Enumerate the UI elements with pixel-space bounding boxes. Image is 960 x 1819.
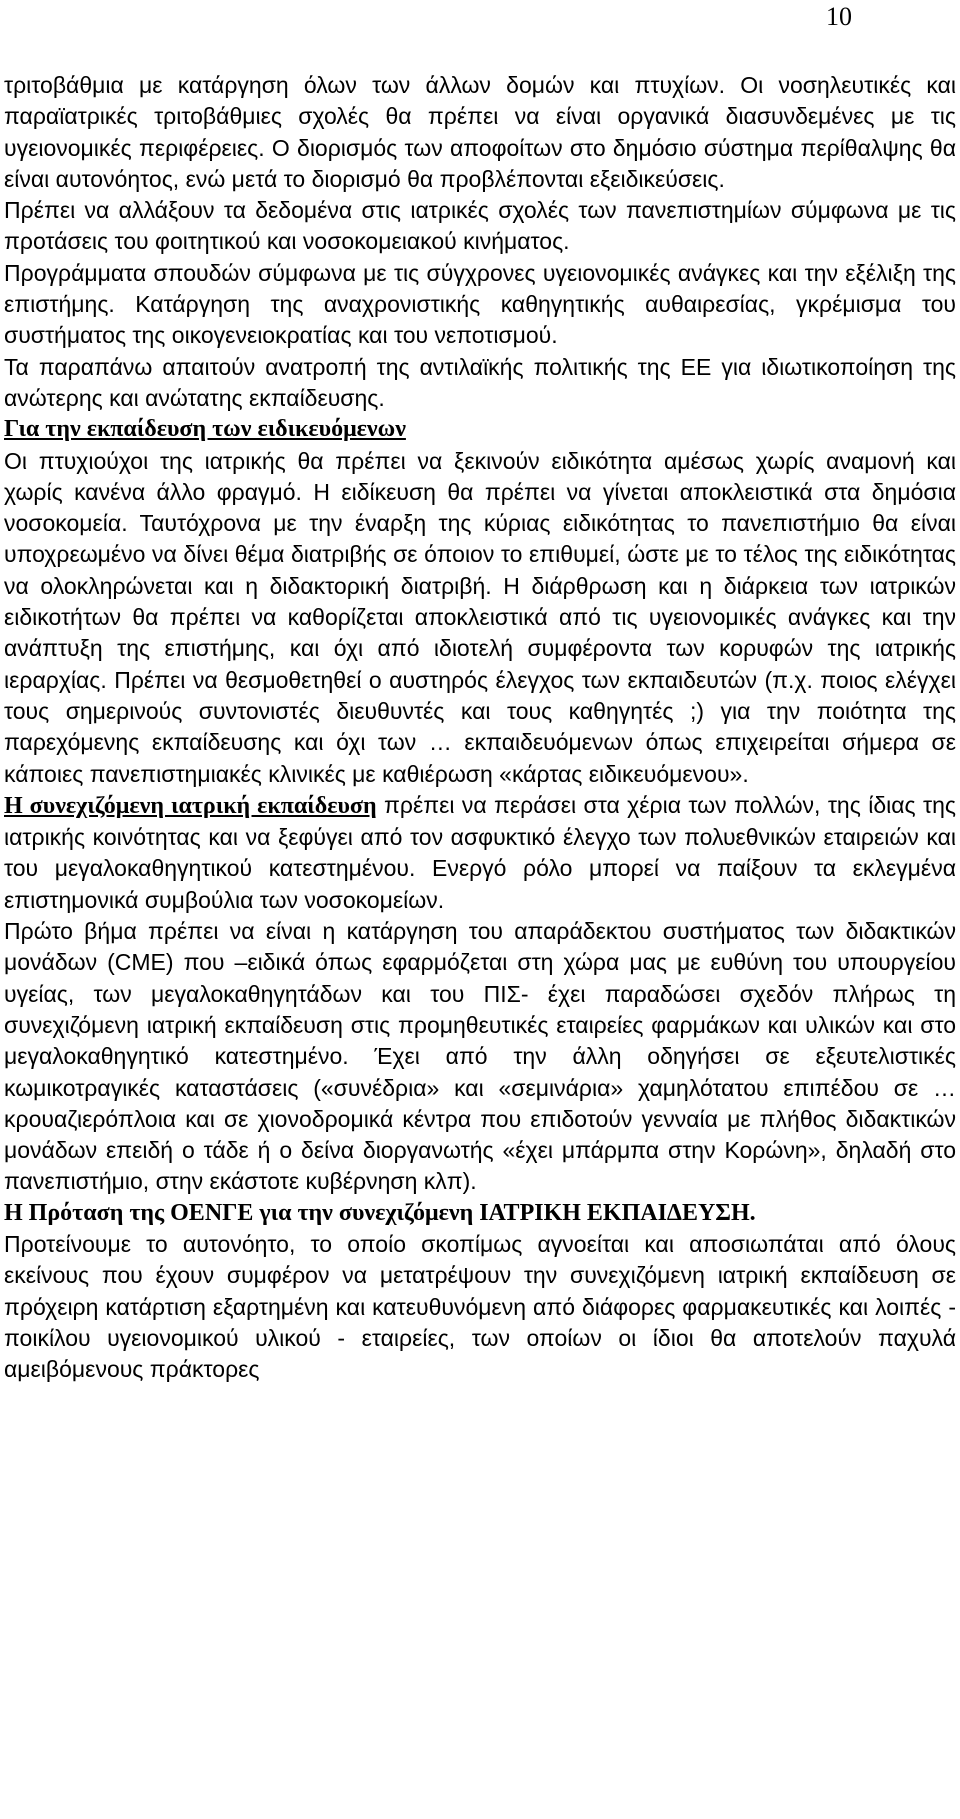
paragraph-7: Πρώτο βήμα πρέπει να είναι η κατάργηση του απαράδεκτου συστήματος των διδακτικών μονάδων (CME) που –ειδικά όπως εφαρμόζεται στη χώρα μας με ευθύνη του υπουργείου υγείας, των μεγαλοκαθηγητάδων και του ΠΙΣ- έχει παραδώσει σχεδόν πλήρως τη συνεχιζόμενη ιατρική εκπαίδευση στις προμηθευτικές εταιρείες φαρμάκων και υλικών και στο μεγαλοκαθηγητικό κατεστημένο. Έχει από την άλλη οδηγήσει σε εξευτελιστικές κωμικοτραγικές καταστάσεις («συνέδρια» και «σεμινάρια» χαμηλότατου επιπέδου σε … κρουαζιερόπλοια και σε χιονοδρομικά κέντρα που επιδοτούν γενναία με πλήθος διδακτικών μονάδων επειδή ο τάδε ή ο δείνα διοργανωτής «έχει μπάρμπα στην Κορώνη», δηλαδή στο πανεπιστήμιο, στην εκάστοτε κυβέρνηση κλπ). — [4, 918, 956, 1195]
section-heading-proposal: Η Πρόταση της ΟΕΝΓΕ για την συνεχιζόμενη ΙΑΤΡΙΚΗ ΕΚΠΑΙΔΕΥΣΗ. — [4, 1199, 756, 1226]
paragraph-1: τριτοβάθμια με κατάργηση όλων των άλλων δομών και πτυχίων. Οι νοσηλευτικές και παραϊατρικές τριτοβάθμιες σχολές θα πρέπει να είναι οργανικά διασυνδεμένες με τις υγειονομικές περιφέρειες. Ο διορισμός των αποφοίτων στο δημόσιο σύστημα περίθαλψης θα είναι αυτονόητος, ενώ μετά το διορισμό θα προβλέπονται εξειδικεύσεις. — [4, 72, 956, 192]
page-number: 10 — [826, 2, 852, 31]
paragraph-6-bold-lead: Η συνεχιζόμενη ιατρική εκπαίδευση — [4, 792, 377, 819]
document-body — [4, 70, 956, 1385]
paragraph-5: Οι πτυχιούχοι της ιατρικής θα πρέπει να ξεκινούν ειδικότητα αμέσως χωρίς αναμονή και χωρίς κανένα άλλο φραγμό. Η ειδίκευση θα πρέπει να γίνεται αποκλειστικά στα δημόσια νοσοκομεία. Ταυτόχρονα με την έναρξη της κύριας ειδικότητας το πανεπιστήμιο θα είναι υποχρεωμένο να δίνει θέμα διατριβής σε όποιον το επιθυμεί, ώστε με το τέλος της ειδικότητας να ολοκληρώνεται και η διδακτορική διατριβή. Η διάρθρωση και η διάρκεια των ιατρικών ειδικοτήτων θα πρέπει να καθορίζεται αποκλειστικά από τις υγειονομικές ανάγκες και την ανάπτυξη της επιστήμης, και όχι από ιδιοτελή συμφέροντα των κορυφών της ιατρικής ιεραρχίας. Πρέπει να θεσμοθετηθεί ο αυστηρός έλεγχος των εκπαιδευτών (π.χ. ποιος ελέγχει τους σημερινούς συντονιστές διευθυντές και τους καθηγητές ;) για την ποιότητα της παρεχόμενης εκπαίδευσης και όχι των … εκπαιδευόμενων όπως επιχειρείται σήμερα σε κάποιες πανεπιστημιακές κλινικές με καθιέρωση «κάρτας ειδικευόμενου». — [4, 447, 956, 787]
paragraph-6 — [4, 790, 956, 916]
paragraph-8: Προτείνουμε το αυτονόητο, το οποίο σκοπίμως αγνοείται και αποσιωπάται από όλους εκείνους που έχουν συμφέρον να μετατρέψουν την συνεχιζόμενη ιατρική εκπαίδευση σε πρόχειρη κατάρτιση εξαρτημένη και κατευθυνόμενη από διάφορες φαρμακευτικές και λοιπές - ποικίλου υγειονομικού υλικού - εταιρείες, των οποίων οι ίδιοι θα αποτελούν παχυλά αμειβόμενους πράκτορες — [4, 1230, 956, 1383]
paragraph-3: Προγράμματα σπουδών σύμφωνα με τις σύγχρονες υγειονομικές ανάγκες και την εξέλιξη της επιστήμης. Κατάργηση της αναχρονιστικής καθηγητικής αυθαιρεσίας, γκρέμισμα του συστήματος της οικογενειοκρατίας και του νεποτισμού. — [4, 259, 956, 349]
section-heading-residents: Για την εκπαίδευση των ειδικευόμενων — [4, 416, 406, 443]
paragraph-2: Πρέπει να αλλάξουν τα δεδομένα στις ιατρικές σχολές των πανεπιστημίων σύμφωνα με τις προτάσεις του φοιτητικού και νοσοκομειακού κινήματος. — [4, 197, 956, 255]
paragraph-4: Τα παραπάνω απαιτούν ανατροπή της αντιλαϊκής πολιτικής της ΕΕ για ιδιωτικοποίηση της ανώτερης και ανώτατης εκπαίδευσης. — [4, 353, 956, 411]
paragraph-6-text: πρέπει να περάσει στα χέρια των πολλών, της ίδιας της ιατρικής κοινότητας και να ξεφύγει από τον ασφυκτικό έλεγχο των πολυεθνικών εταιρειών και του μεγαλοκαθηγητικού κατεστημένου. Ενεργό ρόλο μπορεί να παίξουν τα εκλεγμένα επιστημονικά συμβούλια των νοσοκομείων. — [4, 791, 956, 913]
